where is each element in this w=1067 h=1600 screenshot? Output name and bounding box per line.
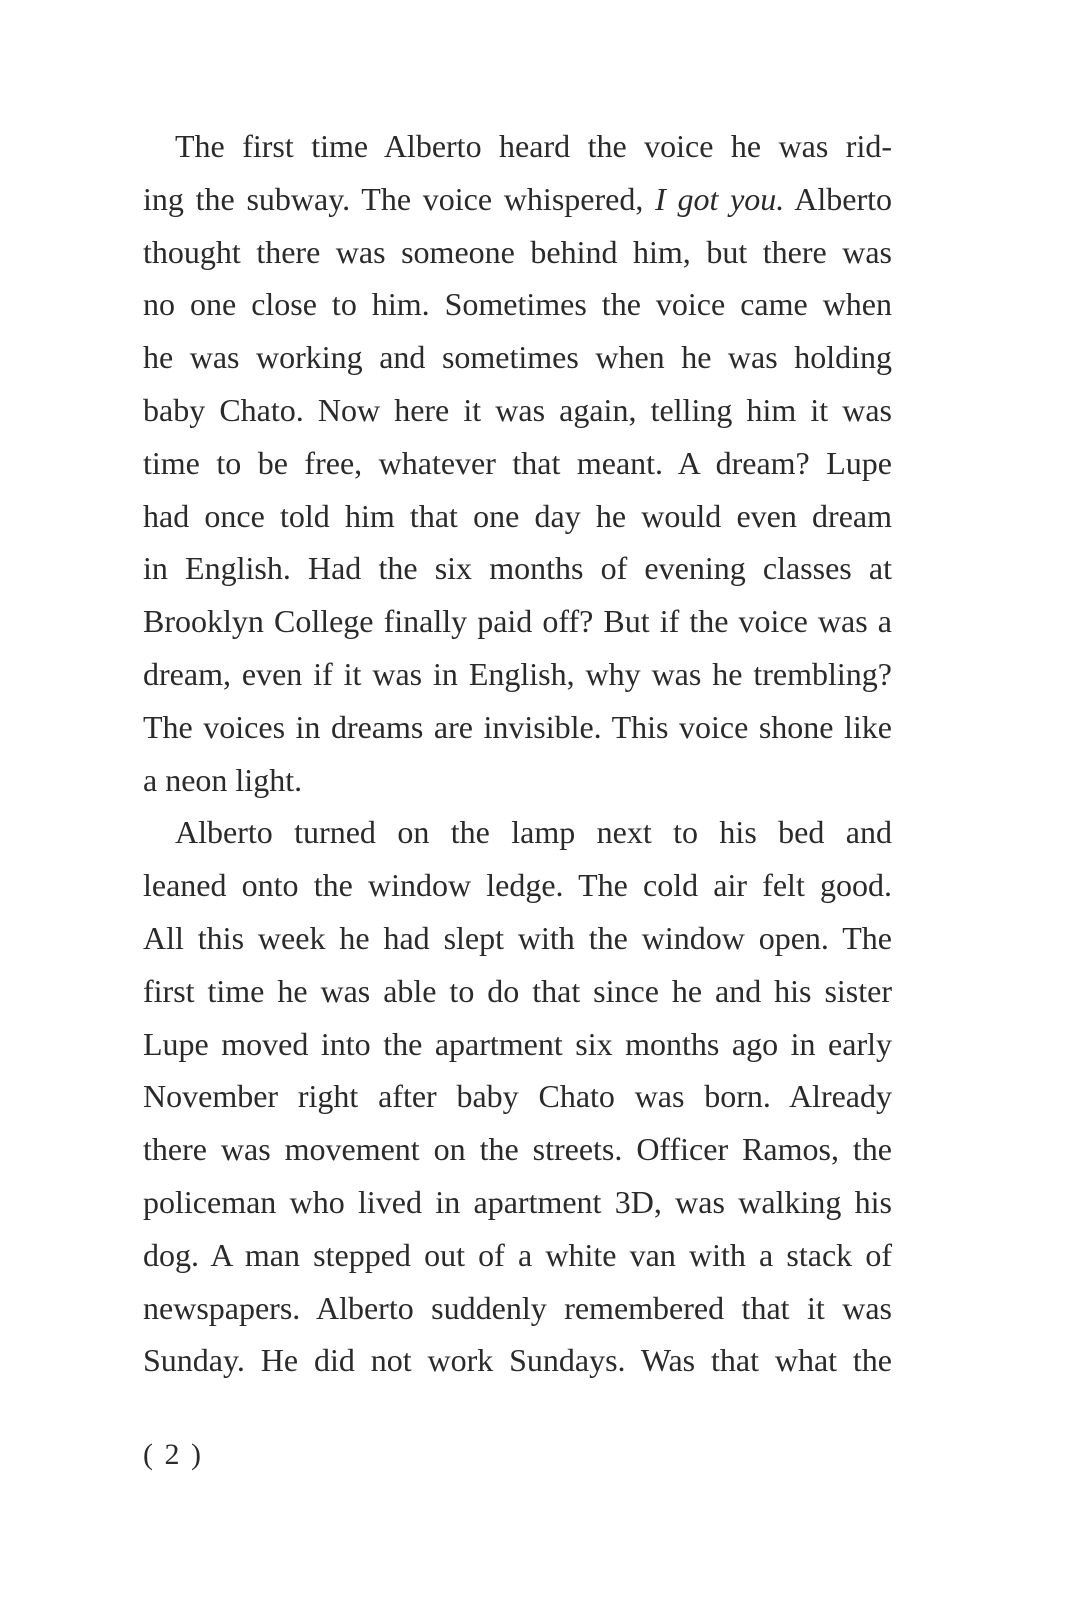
paragraph-1-line: he was working and sometimes when he was holding — [143, 339, 892, 376]
paragraph-1-line — [143, 173, 892, 226]
paragraph-2-line: Lupe moved into the apartment six months ago in early — [143, 1025, 892, 1062]
text-run: ing the subway. The voice whispered, — [143, 180, 656, 217]
paragraph-2-line: policeman who lived in apartment 3D, was walking his — [143, 1183, 892, 1220]
paragraph-2-line: first time he was able to do that since he and his sister — [143, 972, 892, 1009]
paragraph-1-line: dream, even if it was in English, why was he trembling? — [143, 655, 892, 692]
paragraph-1-line: a neon light. — [143, 761, 303, 798]
paragraph-1-line: baby Chato. Now here it was again, telling him it was — [143, 391, 892, 428]
paragraph-1-line: in English. Had the six months of evening classes at — [143, 550, 892, 587]
body-text — [143, 120, 892, 1387]
paragraph-1-line: thought there was someone behind him, but there was — [143, 233, 892, 270]
paragraph-2-line: there was movement on the streets. Officer Ramos, the — [143, 1131, 892, 1168]
italic-quote: I got you. — [655, 180, 785, 217]
paragraph-1-line: Brooklyn College finally paid off? But if the voice was a — [143, 603, 892, 640]
paragraph-1-line: no one close to him. Sometimes the voice came when — [143, 286, 892, 323]
page-number: ( 2 ) — [143, 1438, 203, 1471]
paragraph-1-line: The first time Alberto heard the voice he was rid- — [175, 128, 892, 164]
paragraph-2-line: November right after baby Chato was born. Already — [143, 1078, 892, 1115]
paragraph-2-line: dog. A man stepped out of a white van with a stack of — [143, 1236, 892, 1273]
paragraph-1-line: The voices in dreams are invisible. This voice shone like — [143, 708, 892, 745]
paragraph-2-line: All this week he had slept with the window open. The — [143, 919, 892, 956]
paragraph-2-line: leaned onto the window ledge. The cold air felt good. — [143, 867, 892, 904]
paragraph-2-line: Sunday. He did not work Sundays. Was that what the — [143, 1342, 892, 1379]
paragraph-1-line: had once told him that one day he would even dream — [143, 497, 892, 534]
paragraph-2-line: Alberto turned on the lamp next to his bed and — [175, 814, 892, 851]
text-run: Alberto — [784, 180, 892, 217]
paragraph-2-line: newspapers. Alberto suddenly remembered that it was — [143, 1289, 892, 1326]
paragraph-1-line: time to be free, whatever that meant. A dream? Lupe — [143, 444, 892, 481]
